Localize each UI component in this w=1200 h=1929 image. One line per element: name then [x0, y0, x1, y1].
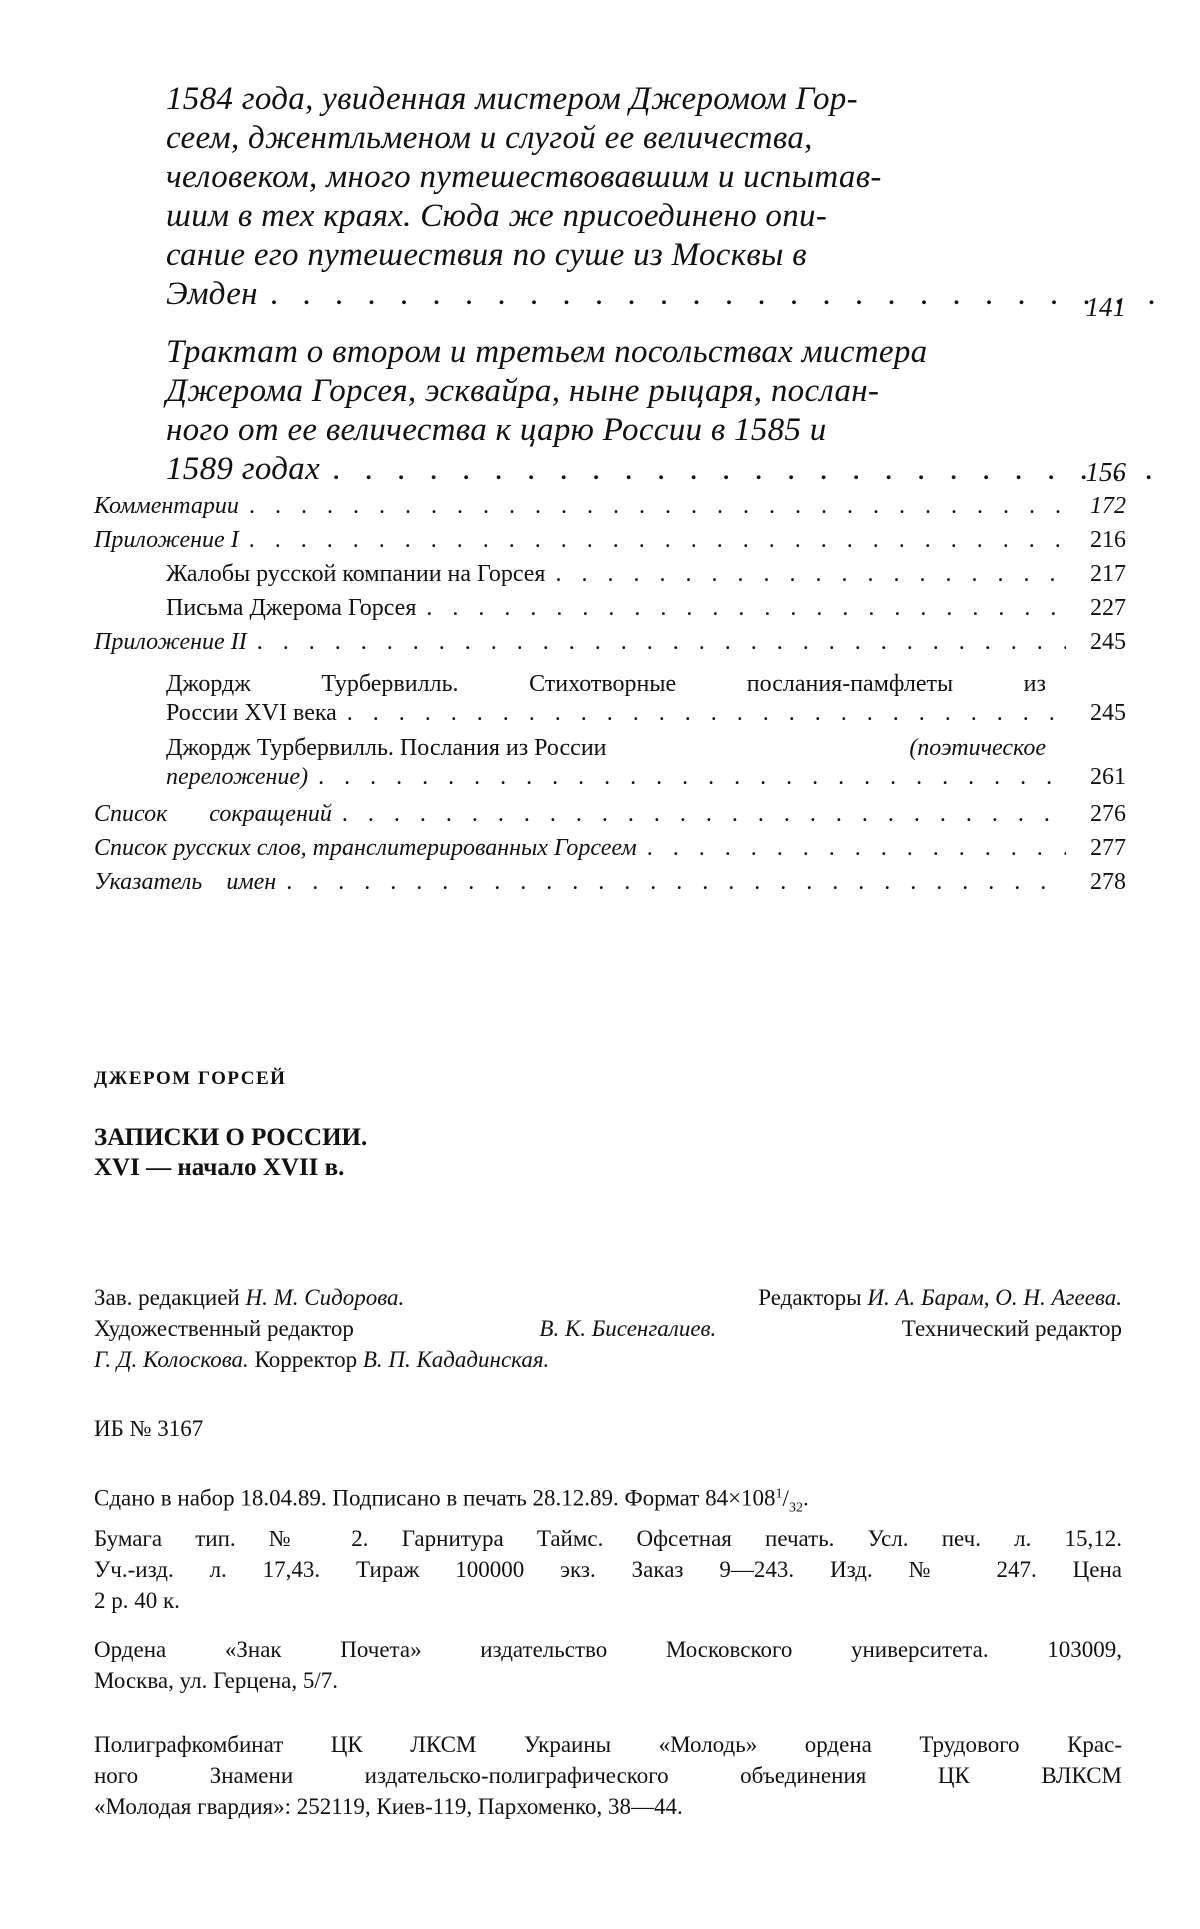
imprint-line: «Молодая гвардия»: 252119, Киев-119, Пархоменко, 38—44. [94, 1791, 1122, 1822]
toc-entry-line: человеком, много путешествовавшим и испытав- [166, 158, 1126, 197]
toc-entry-line: шим в тех краях. Сюда же присоединено опи- [166, 197, 1126, 236]
toc-row-abbreviations [94, 801, 1126, 835]
toc-page-number: 156 [1086, 457, 1127, 488]
toc-entry-line-end: Эмден [166, 275, 258, 314]
toc-page-number: 216 [1076, 527, 1126, 554]
toc-page-number: 245 [1076, 629, 1126, 656]
imprint-text: . [803, 1486, 809, 1511]
toc-row-commentary [94, 493, 1126, 527]
imprint-text: Редакторы [758, 1285, 861, 1310]
toc-row-complaints [166, 561, 1126, 595]
toc-page-number: 278 [1076, 869, 1126, 896]
imprint-line [94, 1344, 1122, 1375]
dot-leader: . . . . . . . . . . . . . . . . . . . . . . . . . [332, 450, 1154, 489]
toc-entry-turberville-1 [166, 668, 1126, 700]
format-numerator: 1 [776, 1486, 783, 1501]
dot-leader [555, 561, 1066, 588]
dot-leader [249, 493, 1066, 520]
toc-entry-line: сание его путешествия по суше из Москвы в [166, 236, 1126, 275]
toc-row-appendix-1 [94, 527, 1126, 561]
toc-label-part: (поэтическое [909, 732, 1046, 764]
toc-entry-line: сеем, джентльменом и слугой ее величества, [166, 119, 1126, 158]
imprint-text: Сдано в набор 18.04.89. Подписано в печать 28.12.89. Формат 84×108 [94, 1486, 776, 1511]
book-author: ДЖЕРОМ ГОРСЕЙ [94, 1068, 286, 1090]
toc-label: Список сокращений [94, 801, 332, 828]
imprint-name: В. П. Кададинская. [363, 1347, 549, 1372]
imprint-text: Технический редактор [902, 1313, 1122, 1344]
toc-page-number: 276 [1076, 801, 1126, 828]
toc-entry-line [166, 450, 1166, 489]
toc-entry-line: ного от ее величества к царю России в 1585 и [166, 411, 1126, 450]
imprint-staff [94, 1282, 1122, 1375]
toc-row-turberville-1 [166, 700, 1126, 734]
imprint-printer [94, 1729, 1122, 1822]
toc-page-number: 227 [1076, 595, 1126, 622]
dot-leader [257, 629, 1066, 656]
toc-page-number: 141 [1086, 292, 1127, 323]
toc-entry-england-russia [166, 80, 1126, 314]
imprint-text: Художественный редактор [94, 1313, 354, 1344]
toc-row-appendix-2 [94, 629, 1126, 663]
toc-page-number: 277 [1076, 835, 1126, 862]
toc-row-index [94, 869, 1126, 903]
toc-label: Список русских слов, транслитерированных Горсеем [94, 835, 637, 862]
book-subtitle: XVI — начало XVII в. [94, 1153, 367, 1183]
imprint-name: Н. М. Сидорова. [245, 1285, 404, 1310]
toc-label: России XVI века [166, 700, 337, 727]
toc-entry-turberville-2 [166, 732, 1126, 764]
book-title: ЗАПИСКИ О РОССИИ. [94, 1123, 367, 1153]
imprint-line: Сдано в набор 18.04.89. Подписано в печать 28.12.89. Формат 84×1081/32. [94, 1478, 1122, 1523]
toc-row-letters [166, 595, 1126, 629]
toc-row-words [94, 835, 1126, 869]
imprint-publisher [94, 1634, 1122, 1696]
toc-entry-line: Трактат о втором и третьем посольствах мистера [166, 333, 1126, 372]
imprint-name: В. К. Бисенгалиев. [539, 1313, 716, 1344]
imprint-text: Зав. редакцией [94, 1285, 240, 1310]
imprint-name: И. А. Барам, О. Н. Агеева. [867, 1285, 1122, 1310]
dot-leader: . . . . . . . . . . . . . . . . . . . . . . . . . . . [270, 275, 1154, 314]
dot-leader [286, 869, 1066, 896]
toc-label: Указатель имен [94, 869, 276, 896]
toc-entry-line [166, 732, 1046, 764]
imprint-ib: ИБ № 3167 [94, 1413, 1122, 1444]
toc-label: Приложение I [94, 527, 239, 554]
imprint-text: Корректор [255, 1347, 358, 1372]
dot-leader [342, 801, 1066, 828]
toc-entry-line: Джерома Горсея, эсквайра, ныне рыцаря, послан- [166, 372, 1126, 411]
toc-label: переложение) [166, 764, 308, 791]
imprint-line: Бумага тип. № 2. Гарнитура Таймс. Офсетная печать. Усл. печ. л. 15,12. [94, 1523, 1122, 1554]
dot-leader [426, 595, 1066, 622]
format-denominator: 32 [789, 1500, 803, 1515]
imprint-print-data [94, 1478, 1122, 1616]
toc-label: Комментарии [94, 493, 239, 520]
imprint-line [94, 1313, 1122, 1344]
book-title-block [94, 1123, 367, 1183]
dot-leader [318, 764, 1066, 791]
toc-page-number: 245 [1076, 700, 1126, 727]
toc-entry-line: Джордж Турбервилль. Стихотворные послания-памфлеты из [166, 668, 1046, 700]
toc-label: Приложение II [94, 629, 247, 656]
dot-leader [249, 527, 1066, 554]
toc-page-number: 261 [1076, 764, 1126, 791]
toc-label: Жалобы русской компании на Горсея [166, 561, 545, 588]
toc-entry-treatise [166, 333, 1126, 489]
toc-entry-line [166, 275, 1166, 314]
toc-entry-line: 1584 года, увиденная мистером Джеромом Гор- [166, 80, 1126, 119]
imprint-line [94, 1282, 1122, 1313]
toc-label-part: Джордж Турбервилль. Послания из России [166, 732, 607, 764]
imprint-line: Уч.-изд. л. 17,43. Тираж 100000 экз. Заказ 9—243. Изд. № 247. Цена [94, 1554, 1122, 1585]
toc-row-turberville-2 [166, 764, 1126, 798]
imprint-line: ного Знамени издательско-полиграфического объединения ЦК ВЛКСМ [94, 1760, 1122, 1791]
toc-label: Письма Джерома Горсея [166, 595, 416, 622]
toc-page-number: 217 [1076, 561, 1126, 588]
toc-entry-line-end: 1589 годах [166, 450, 320, 489]
dot-leader [647, 835, 1066, 862]
imprint-line: Москва, ул. Герцена, 5/7. [94, 1665, 1122, 1696]
imprint-line: 2 р. 40 к. [94, 1585, 1122, 1616]
imprint-line: Полиграфкомбинат ЦК ЛКСМ Украины «Молодь» ордена Трудового Крас- [94, 1729, 1122, 1760]
imprint-line: Ордена «Знак Почета» издательство Московского университета. 103009, [94, 1634, 1122, 1665]
imprint-name: Г. Д. Колоскова. [94, 1347, 249, 1372]
dot-leader [347, 700, 1066, 727]
toc-page-number: 172 [1076, 493, 1126, 520]
